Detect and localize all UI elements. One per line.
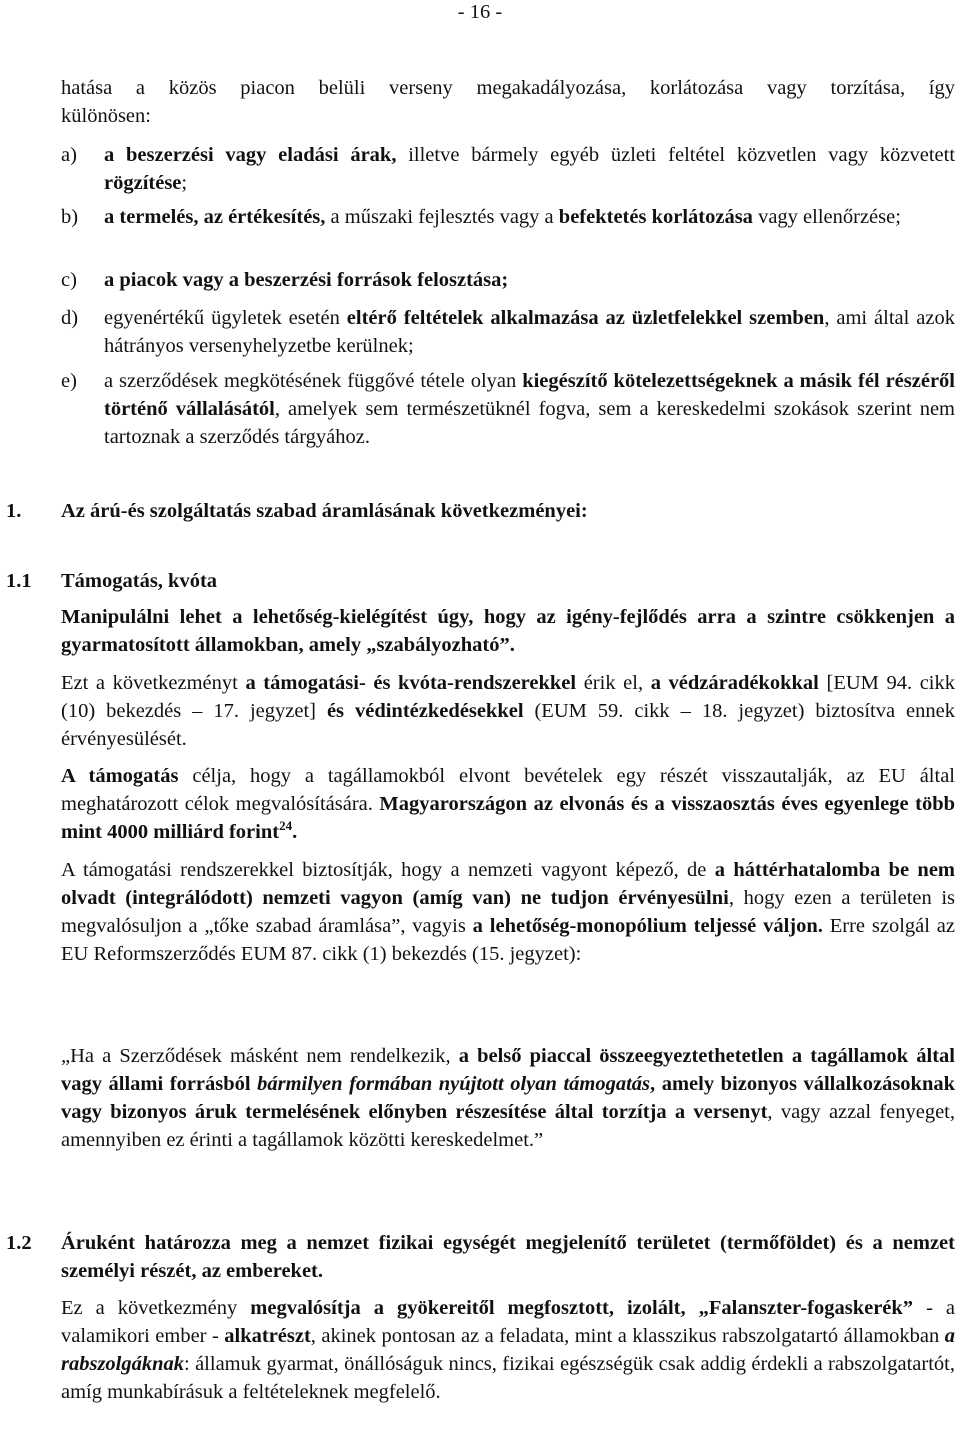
list-item-e — [61, 367, 955, 451]
intro-line-1: hatása a közös piacon belüli verseny megakadályozása, korlátozása vagy torzítása, így — [61, 77, 955, 99]
text: célja, hogy a tagállamokból elvont bevételek egy részét visszautalják, az EU által meghatározott célok megvalósítására. — [61, 765, 955, 815]
text: a műszaki fejlesztés vagy a — [325, 206, 559, 228]
text: „Ha a Szerződések másként nem rendelkezik, — [61, 1045, 459, 1067]
text: illetve bármely egyéb üzleti feltétel közvetlen vagy közvetett — [396, 144, 956, 166]
paragraph-kovetkezmeny — [61, 1294, 955, 1406]
paragraph-tamogatas — [61, 762, 955, 846]
section-number: 1.2 — [6, 1232, 32, 1254]
text: : államuk gyarmat, önállóságuk nincs, fizikai egészségük csak addig érdekli a rabszolgatartót, amíg munkabírásuk a feltételeknek megfelelő. — [61, 1353, 955, 1403]
bold-text: a védzáradékokkal — [650, 672, 819, 694]
bold-italic-text: bármilyen formában nyújtott olyan támogatás — [257, 1073, 651, 1095]
page-number: - 16 - — [457, 1, 503, 23]
bold-italic-text: a rabszolgáknak — [61, 1325, 955, 1375]
section-number: 1.1 — [6, 570, 32, 592]
list-label: b) — [61, 206, 79, 228]
list-label: a) — [61, 144, 77, 166]
bold-text: rögzítése — [104, 172, 182, 194]
bold-text: a lehetőség-monopólium teljessé váljon. — [472, 915, 823, 937]
bold-text: a beszerzési vagy eladási árak, — [104, 144, 397, 166]
list-label: e) — [61, 370, 77, 392]
section-title: Támogatás, kvóta — [61, 570, 218, 592]
intro-line-2: különösen: — [61, 105, 151, 127]
text: érik el, — [576, 672, 651, 694]
bold-text: . — [292, 821, 298, 843]
section-title: Az árú-és szolgáltatás szabad áramlásának következményei: — [61, 500, 588, 522]
text: , akinek pontosan az a feladata, mint a klasszikus rabszolgatartó államokban — [310, 1325, 945, 1347]
text: [EUM 94. cikk (10) bekezdés – 17. jegyzet] — [61, 672, 955, 722]
bold-text: a termelés, az értékesítés, — [104, 206, 326, 228]
list-label: c) — [61, 269, 77, 291]
footnote-ref-24: 24 — [279, 818, 293, 833]
bold-text: a piacok vagy a beszerzési források felosztása; — [104, 269, 509, 291]
bold-text: a háttérhatalomba be nem olvadt (integrálódott) nemzeti vagyon (amíg van) ne tudjon érvényesülni — [61, 859, 955, 909]
text: Erre szolgál az EU Reformszerződés EUM 87. cikk (1) bekezdés (15. jegyzet): — [61, 915, 955, 965]
paragraph-manipulalni: Manipulálni lehet a lehetőség-kielégítést úgy, hogy az igény-fejlődés arra a szintre csökkenjen a gyarmatosított államokban, amely „szabályozható”. — [61, 606, 955, 656]
list-item-b — [61, 203, 955, 231]
bold-text: kiegészítő kötelezettségeknek a másik fél részéről történő vállalásától — [104, 370, 955, 420]
text: , ami által azok hátrányos versenyhelyzetbe kerülnek; — [104, 307, 955, 357]
bold-text: , amely bizonyos vállalkozásoknak vagy bizonyos áruk termelésének előnyben részesítése által torzítja a versenyt — [61, 1073, 955, 1123]
bold-text: és védintézkedésekkel — [326, 700, 524, 722]
bold-text: befektetés korlátozása — [558, 206, 753, 228]
list-item-d — [61, 304, 955, 360]
text: ; — [181, 172, 188, 194]
quote-paragraph — [61, 1042, 955, 1154]
list-item-a — [61, 141, 955, 197]
section-heading-1-1 — [6, 567, 955, 595]
text: a szerződések megkötésének függővé tétele olyan — [104, 370, 523, 392]
bold-text: a belső piaccal összeegyeztethetetlen a tagállamok által vagy állami forrásból — [61, 1045, 956, 1095]
text: , hogy ezen a területen is megvalósuljon a „tőke szabad áramlása”, vagyis — [61, 887, 956, 937]
section-number: 1. — [6, 500, 22, 522]
list-label: d) — [61, 307, 79, 329]
bold-text: eltérő feltételek alkalmazása az üzletfelekkel szemben — [346, 307, 825, 329]
section-heading-1-2 — [6, 1229, 955, 1285]
bold-text: A támogatás — [61, 765, 179, 787]
bold-text: a támogatási- és kvóta-rendszerekkel — [245, 672, 577, 694]
intro-paragraph — [61, 74, 955, 130]
text: A támogatási rendszerekkel biztosítják, hogy a nemzeti vagyont képező, de — [61, 859, 715, 881]
section-title: Áruként határozza meg a nemzet fizikai egységét megjelenítő területet (termőföldet) és a nemzet személyi részét, az embereket. — [61, 1232, 955, 1282]
text: - a valamikori ember - — [61, 1297, 955, 1347]
text: , amelyek sem természetüknél fogva, sem a kereskedelmi szokások szerint nem tartoznak a szerződés tárgyához. — [104, 398, 955, 448]
bold-text: megvalósítja a gyökereitől megfosztott, izolált, „Falanszter-fogaskerék” — [250, 1297, 914, 1319]
text: vagy ellenőrzése; — [752, 206, 901, 228]
bold-text: alkatrészt — [224, 1325, 311, 1347]
list-item-c — [61, 266, 955, 294]
text: egyenértékű ügyletek esetén — [104, 307, 347, 329]
text: Ez a következmény — [61, 1297, 251, 1319]
section-heading-1 — [6, 497, 955, 525]
text: (EUM 59. cikk – 18. jegyzet) biztosítva ennek érvényesülését. — [61, 700, 955, 750]
bold-text: Magyarországon az elvonás és a visszaosztás éves egyenlege több mint 4000 milliárd forint — [61, 793, 955, 843]
text: Ezt a következményt — [61, 672, 246, 694]
text: , vagy azzal fenyeget, amennyiben ez érinti a tagállamok közötti kereskedelmet.” — [61, 1101, 956, 1151]
paragraph-ezt — [61, 669, 955, 753]
paragraph-rendszerek — [61, 856, 955, 968]
